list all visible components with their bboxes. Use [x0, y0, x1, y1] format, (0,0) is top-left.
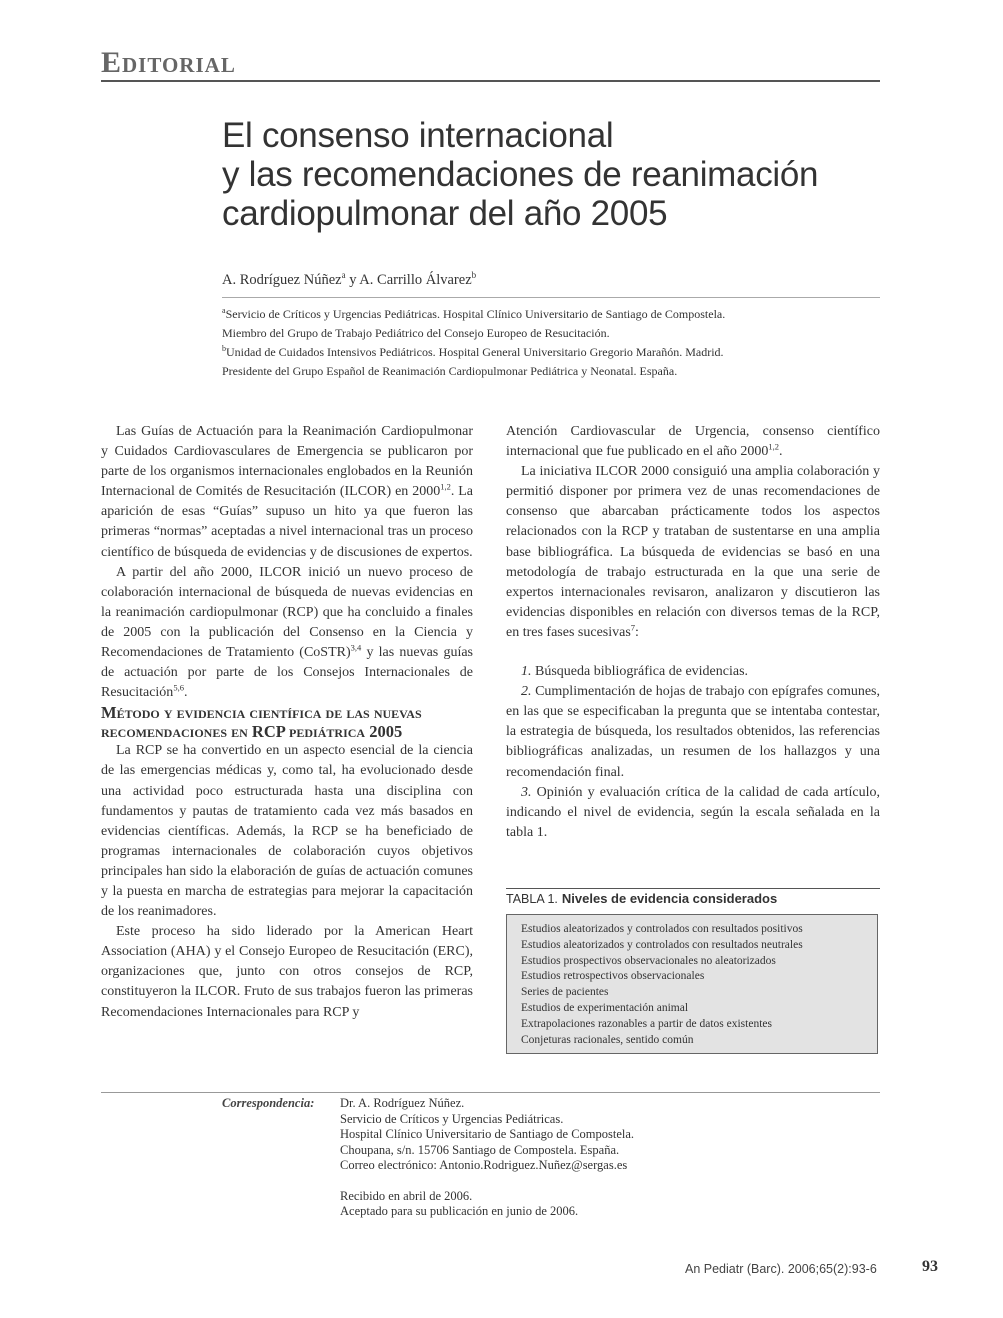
accepted-date: Aceptado para su publicación en junio de 2006.: [340, 1204, 579, 1218]
title-line: y las recomendaciones de reanimación: [222, 155, 819, 194]
table-caption: [506, 891, 777, 907]
correspondence-label: Correspondencia:: [222, 1096, 315, 1110]
page-number: 93: [922, 1258, 938, 1275]
journal-citation: An Pediatr (Barc). 2006;65(2):93-6: [685, 1262, 877, 1276]
list-item: 2. Cumplimentación de hojas de trabajo con epígrafes comunes, en las que se especificaban la pregunta que se intentaba contestar, la estrategia de búsqueda, los resultados obtenidos, las referencias bibliográficas analizadas, un resumen de los hallazgos y una recomendación final.: [506, 684, 881, 780]
section-heading: Método y evidencia científica de las nuevas recomendaciones en RCP pediátrica 2005: [101, 703, 422, 742]
affiliation-line: Miembro del Grupo de Trabajo Pediátrico del Consejo Europeo de Resucitación.: [222, 326, 610, 340]
affiliations: [222, 303, 882, 379]
correspondence-rule: [101, 1092, 880, 1093]
correspondence-line: Hospital Clínico Universitario de Santiago de Compostela.: [340, 1127, 635, 1141]
section-label: Editorial: [101, 46, 236, 79]
received-date: Recibido en abril de 2006.: [340, 1188, 473, 1203]
affiliation-rule: [222, 297, 880, 298]
table-row: Conjeturas racionales, sentido común: [521, 1033, 694, 1046]
table-row: Estudios aleatorizados y controlados con resultados positivos: [521, 923, 803, 935]
correspondence-email: Correo electrónico: Antonio.Rodriguez.Nuñez@sergas.es: [340, 1158, 628, 1172]
table-row: Estudios aleatorizados y controlados con resultados neutrales: [521, 938, 803, 951]
table-label: TABLA 1.: [506, 892, 558, 906]
list-item: 3. Opinión y evaluación crítica de la calidad de cada artículo, indicando el nivel de evidencia, según la escala señalada en la tabla 1.: [506, 784, 881, 840]
paragraph: Las Guías de Actuación para la Reanimación Cardiopulmonar y Cuidados Cardiovasculares de Emergencia se publicaron por parte de los organismos internacionales englobados en la Reunión Internacional de Comités de Resucitación (ILCOR) en 2000$^{1,2}$. La aparición de esas “Guías” supuso un hito ya que fueron las primeras “normas” aceptadas a nivel internacional tras un proceso científico de búsqueda de evidencias y de discusiones de expertos.: [101, 424, 474, 560]
title-line: cardiopulmonar del año 2005: [222, 194, 668, 233]
title-line: El consenso internacional: [222, 116, 614, 155]
paragraph: La iniciativa ILCOR 2000 consiguió una amplia colaboración y permitió disponer por primera vez de unas recomendaciones de consenso que abarcaban prácticamente todos los aspectos relacionados con la RCP y trataban de sustentarse en una amplia base bibliográfica. La búsqueda de evidencias se basó en una metodología de trabajo estructurada en la que una serie de expertos internacionales revisaron, analizaron y discutieron las evidencias disponibles en relación con diversos temas de la RCP, en tres fases sucesivas$^7$:: [506, 464, 880, 640]
correspondence-body: [340, 1096, 634, 1220]
table-row: Series de pacientes: [521, 986, 609, 999]
author-name: A. Rodríguez Núñez: [222, 271, 342, 288]
affiliation-line: $^b$Unidad de Cuidados Intensivos Pediátricos. Hospital General Universitario Gregorio Marañón. Madrid.: [222, 344, 724, 359]
author-sup: a: [341, 270, 346, 280]
paragraph: A partir del año 2000, ILCOR inició un nuevo proceso de colaboración internacional de búsqueda de nuevas evidencias en la reanimación cardiopulmonar (RCP) que ha concluido a finales de 2005 con la publicación del Consenso en la Ciencia y Recomendaciones de Tratamiento (CoSTR)$^{3,4}$ y las nuevas guías de actuación por parte de los Consejos Internacionales de Resucitación$^{5,6}$.: [101, 564, 473, 701]
author-name: A. Carrillo Álvarez: [359, 271, 472, 288]
affiliation-line: $^a$Servicio de Críticos y Urgencias Pediátricas. Hospital Clínico Universitario de Santiago de Compostela.: [222, 306, 726, 321]
table-row: Extrapolaciones razonables a partir de datos existentes: [521, 1017, 772, 1030]
author-conjunction: y: [349, 271, 357, 288]
table-row: Estudios retrospectivos observacionales: [521, 970, 705, 983]
article-title: [222, 116, 882, 233]
paragraph: Atención Cardiovascular de Urgencia, consenso científico internacional que fue publicado en el año 2000$^{1,2}$.: [506, 424, 880, 460]
paragraph: Este proceso ha sido liderado por la American Heart Association (AHA) y el Consejo Europeo de Resucitación (ERC), organizaciones que, junto con otros consejos de RCP, constituyeron la ILCOR. Fruto de sus trabajos fueron las primeras Recomendaciones Internacionales para RCP y: [101, 924, 473, 1020]
paragraph: La RCP se ha convertido en un aspecto esencial de la ciencia de las emergencias médicas y, como tal, ha evolucionado desde una actividad poco estructurada hasta una disciplina con fundamentos y pautas de tratamiento cada vez más basados en evidencias científicas. Además, la RCP se ha beneficiado de programas internacionales de colaboración cuyos objetivos principales han sido la elaboración de guías de actuación comunes y la puesta en marcha de estrategias para mejorar la capacitación de los reanimadores.: [101, 743, 473, 920]
table-title: Niveles de evidencia considerados: [561, 891, 778, 906]
correspondence-line: Dr. A. Rodríguez Núñez.: [340, 1096, 465, 1110]
body-column-right: [506, 422, 880, 843]
author-sup: b: [471, 270, 477, 280]
evidence-table: [506, 914, 878, 1054]
correspondence-line: Servicio de Críticos y Urgencias Pediátricas.: [340, 1111, 564, 1126]
correspondence-line: Choupana, s/n. 15706 Santiago de Compostela. España.: [340, 1142, 620, 1157]
table-rule: [506, 888, 880, 889]
top-rule: [101, 80, 880, 82]
affiliation-line: Presidente del Grupo Español de Reanimación Cardiopulmonar Pediátrica y Neonatal. España.: [222, 364, 678, 378]
table-row: Estudios de experimentación animal: [521, 1001, 689, 1014]
table-row: Estudios prospectivos observacionales no aleatorizados: [521, 954, 776, 967]
list-item: 1. Búsqueda bibliográfica de evidencias.: [521, 664, 749, 680]
body-column-left: [101, 422, 473, 1023]
authors: [222, 270, 476, 289]
